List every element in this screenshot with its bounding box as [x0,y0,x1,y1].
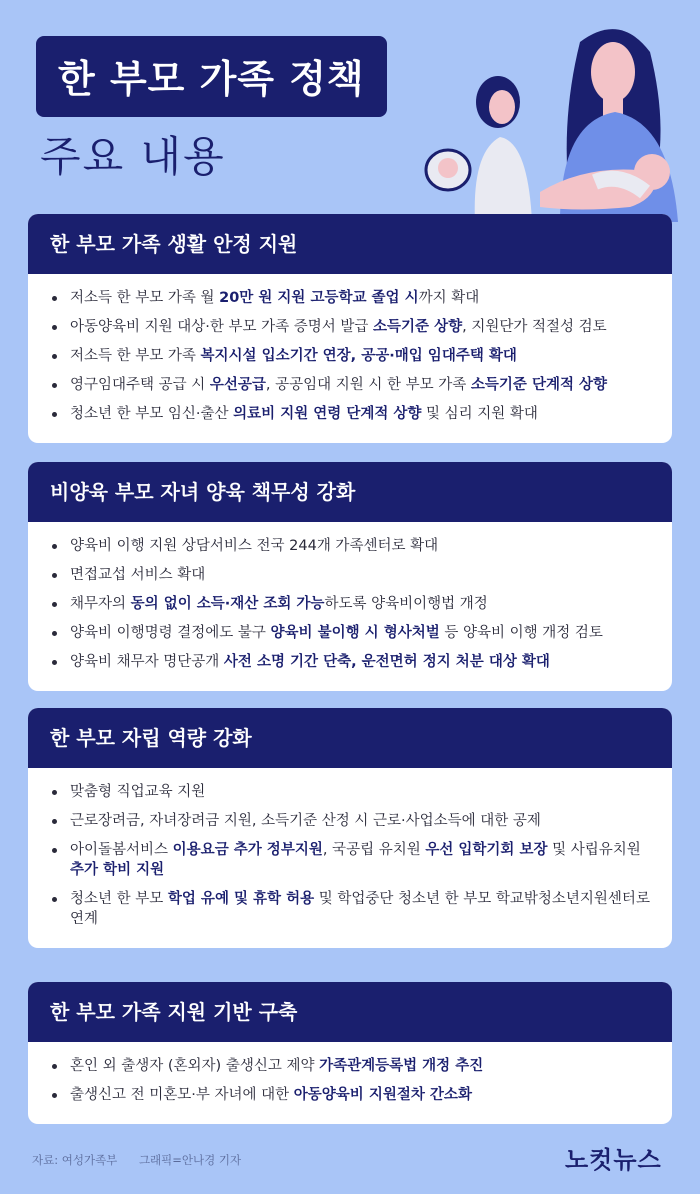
item-text: 저소득 한 부모 가족 [70,348,201,364]
section-heading: 비양육 부모 자녀 양육 책무성 강화 [28,462,672,522]
source-text: 자료: 여성가족부 [32,1153,118,1167]
section-heading: 한 부모 가족 지원 기반 구축 [28,982,672,1042]
item-text: 등 양육비 이행 개정 검토 [439,625,603,641]
item-text: 청소년 한 부모 [70,891,168,907]
section-card-1 [28,214,672,443]
section-list [28,768,672,948]
item-text: 맞춤형 직업교육 지원 [70,784,206,800]
item-text: 아동양육비 지원 대상·한 부모 가족 증명서 발급 [70,319,374,335]
list-item [50,652,650,672]
item-text: 출생신고 전 미혼모·부 자녀에 대한 [70,1087,294,1103]
section-card-3 [28,708,672,948]
section-list [28,522,672,691]
graphic-credit: 그래픽=안나경 기자 [138,1153,242,1167]
item-text: 하도록 양육비이행법 개정 [324,596,488,612]
nocutnews-logo: 노컷뉴스 [565,1146,662,1174]
item-text: 영구임대주택 공급 시 [70,377,210,393]
list-item [50,1085,650,1105]
emphasis-text: 아동양육비 지원절차 간소화 [293,1087,472,1103]
item-text: 양육비 이행명령 결정에도 불구 [70,625,271,641]
list-item [50,346,650,366]
emphasis-text: 소득기준 상향 [373,319,463,335]
section-list [28,1042,672,1124]
item-text: , 국공립 유치원 [322,842,426,858]
item-text: 아이돌봄서비스 [70,842,173,858]
section-card-2 [28,462,672,691]
list-item [50,375,650,395]
list-item [50,623,650,643]
section-list [28,274,672,443]
emphasis-text: 가족관계등록법 개정 추진 [319,1058,484,1074]
list-item [50,782,650,802]
item-text: 및 심리 지원 확대 [421,406,538,422]
footer-credits [32,1152,259,1168]
item-text: 근로장려금, 자녀장려금 지원, 소득기준 산정 시 근로·사업소득에 대한 공제 [70,813,541,829]
list-item [50,1056,650,1076]
item-text: 혼인 외 출생자 (혼외자) 출생신고 제약 [70,1058,320,1074]
emphasis-text: 양육비 불이행 시 형사처벌 [270,625,440,641]
item-text: 및 학업중단 청소년 한 부모 학교밖청소년지원센터로 연계 [70,891,650,927]
item-text: 면접교섭 서비스 확대 [70,567,206,583]
item-text: 청소년 한 부모 임신·출산 [70,406,234,422]
list-item [50,317,650,337]
page-title: 한 부모 가족 정책 [36,36,387,117]
list-item [50,288,650,308]
emphasis-text: 소득기준 단계적 상향 [470,377,608,393]
list-item [50,840,650,880]
emphasis-text: 동의 없이 소득·재산 조회 가능 [130,596,325,612]
list-item [50,536,650,556]
item-text: , 지원단가 적절성 검토 [462,319,607,335]
emphasis-text: 우선 입학기회 보장 [425,842,548,858]
list-item [50,404,650,424]
section-card-4 [28,982,672,1124]
item-text: 및 사립유치원 [547,842,641,858]
item-text: 채무자의 [70,596,131,612]
mothers-with-babies-illustration [420,12,690,222]
page-subtitle: 주요 내용 [40,132,226,181]
section-heading: 한 부모 가족 생활 안정 지원 [28,214,672,274]
emphasis-text: 복지시설 입소기간 연장, 공공·매입 임대주택 확대 [200,348,517,364]
emphasis-text: 추가 학비 지원 [70,862,165,878]
list-item [50,889,650,929]
emphasis-text: 학업 유예 및 휴학 허용 [167,891,315,907]
emphasis-text: 이용요금 추가 정부지원 [172,842,323,858]
item-text: 양육비 채무자 명단공개 [70,654,224,670]
item-text: 저소득 한 부모 가족 월 [70,290,220,306]
section-heading: 한 부모 자립 역량 강화 [28,708,672,768]
item-text: 양육비 이행 지원 상담서비스 전국 244개 가족센터로 확대 [70,538,439,554]
item-text: 까지 확대 [418,290,480,306]
item-text: , 공공임대 지원 시 한 부모 가족 [265,377,471,393]
list-item [50,811,650,831]
emphasis-text: 의료비 지원 연령 단계적 상향 [233,406,422,422]
emphasis-text: 우선공급 [209,377,266,393]
emphasis-text: 사전 소명 기간 단축, 운전면허 정지 처분 대상 확대 [223,654,550,670]
emphasis-text: 20만 원 지원 고등학교 졸업 시 [219,290,419,306]
list-item [50,594,650,614]
list-item [50,565,650,585]
